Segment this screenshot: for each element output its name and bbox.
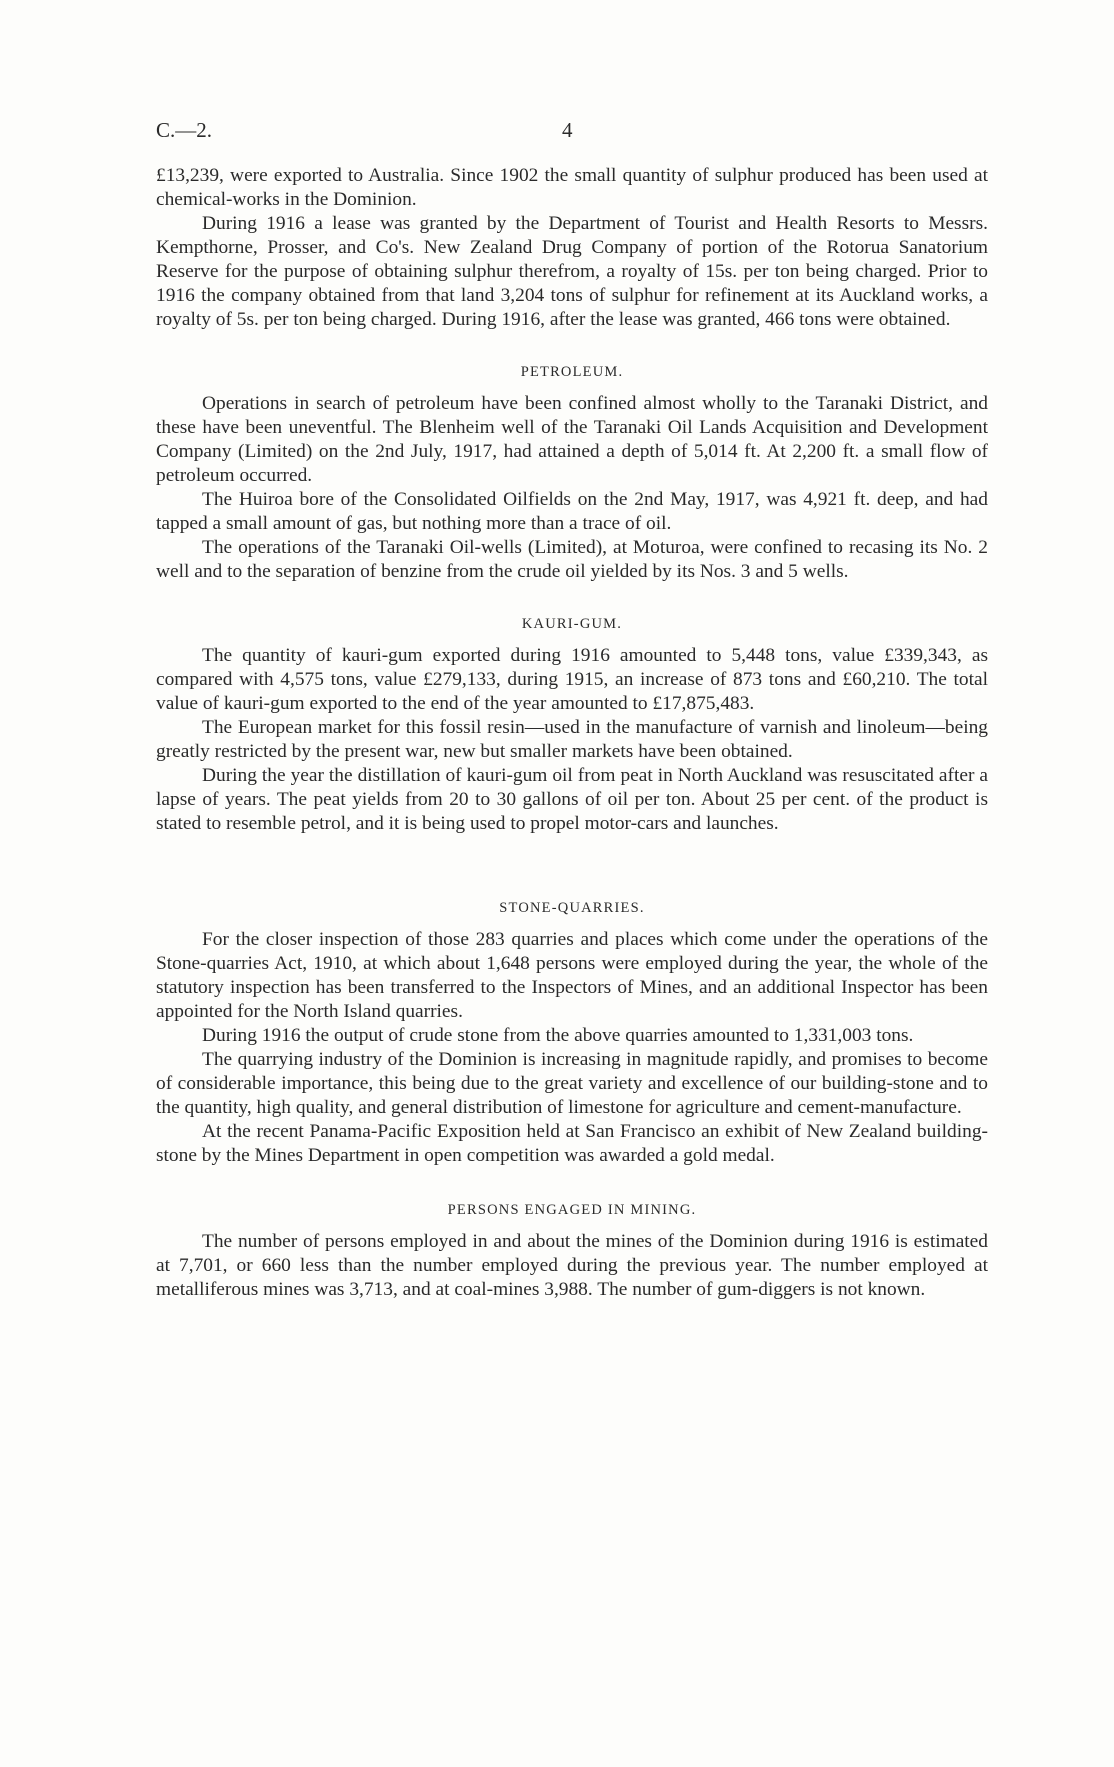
paragraph: The quantity of kauri-gum exported during 1916 amounted to 5,448 tons, value £339,343, as compared with 4,575 tons, value £279,133, during 1915, an increase of 873 tons and £60,210. The total value of kauri-gum exported to the end of the year amounted to £17,875,483.: [156, 645, 988, 714]
paragraph: For the closer inspection of those 283 quarries and places which come under the operations of the Stone-quarries Act, 1910, at which about 1,648 persons were employed during the year, the whole of the statutory inspection has been transferred to the Inspectors of Mines, and an additional Inspector has been appointed for the North Island quarries.: [156, 929, 988, 1022]
page-number: 4: [562, 118, 573, 142]
paragraph: During 1916 the output of crude stone from the above quarries amounted to 1,331,003 tons.: [202, 1025, 914, 1046]
paragraph: The quarrying industry of the Dominion is increasing in magnitude rapidly, and promises to become of considerable importance, this being due to the great variety and excellence of our building-stone and to the quantity, high quality, and general distribution of limestone for agriculture and cement-manufacture.: [156, 1049, 988, 1118]
section-petroleum: [156, 362, 988, 584]
page-header: [156, 118, 986, 148]
section-stone-quarries: [156, 898, 988, 1168]
section-heading: STONE-QUARRIES.: [499, 900, 645, 916]
section-heading: KAURI-GUM.: [521, 616, 623, 632]
document-reference: C.—2.: [156, 118, 213, 142]
paragraph: The number of persons employed in and about the mines of the Dominion during 1916 is estimated at 7,701, or 660 less than the number employed during the previous year. The number employed at metalliferous mines was 3,713, and at coal-mines 3,988. The number of gum-diggers is not known.: [156, 1231, 988, 1300]
sulphur-continuation: [156, 164, 988, 332]
section-kauri-gum: [156, 614, 988, 836]
paragraph: At the recent Panama-Pacific Exposition held at San Francisco an exhibit of New Zealand building-stone by the Mines Department in open competition was awarded a gold medal.: [156, 1121, 988, 1166]
paragraph: The operations of the Taranaki Oil-wells (Limited), at Moturoa, were confined to recasing its No. 2 well and to the separation of benzine from the crude oil yielded by its Nos. 3 and 5 wells.: [156, 537, 988, 582]
paragraph: During 1916 a lease was granted by the Department of Tourist and Health Resorts to Messrs. Kempthorne, Prosser, and Co's. New Zealand Drug Company of portion of the Rotorua Sanatorium Reserve for the purpose of obtaining sulphur therefrom, a royalty of 15s. per ton being charged. Prior to 1916 the company obtained from that land 3,204 tons of sulphur for refinement at its Auckland works, a royalty of 5s. per ton being charged. During 1916, after the lease was granted, 466 tons were obtained.: [156, 213, 988, 330]
section-heading: PERSONS ENGAGED IN MINING.: [447, 1202, 697, 1218]
section-persons-engaged: [156, 1200, 988, 1302]
paragraph: Operations in search of petroleum have been confined almost wholly to the Taranaki District, and these have been uneventful. The Blenheim well of the Taranaki Oil Lands Acquisition and Development Company (Limited) on the 2nd July, 1917, had attained a depth of 5,014 ft. At 2,200 ft. a small flow of petroleum occurred.: [156, 393, 988, 486]
paragraph: £13,239, were exported to Australia. Since 1902 the small quantity of sulphur produced has been used at chemical-works in the Dominion.: [156, 165, 988, 210]
paragraph: The Huiroa bore of the Consolidated Oilfields on the 2nd May, 1917, was 4,921 ft. deep, and had tapped a small amount of gas, but nothing more than a trace of oil.: [156, 489, 988, 534]
page-body: [156, 164, 988, 1302]
paragraph: During the year the distillation of kauri-gum oil from peat in North Auckland was resuscitated after a lapse of years. The peat yields from 20 to 30 gallons of oil per ton. About 25 per cent. of the product is stated to resemble petrol, and it is being used to propel motor-cars and launches.: [156, 765, 988, 834]
paragraph: The European market for this fossil resin—used in the manufacture of varnish and linoleum—being greatly restricted by the present war, new but smaller markets have been obtained.: [156, 717, 988, 762]
section-heading: PETROLEUM.: [520, 364, 624, 380]
